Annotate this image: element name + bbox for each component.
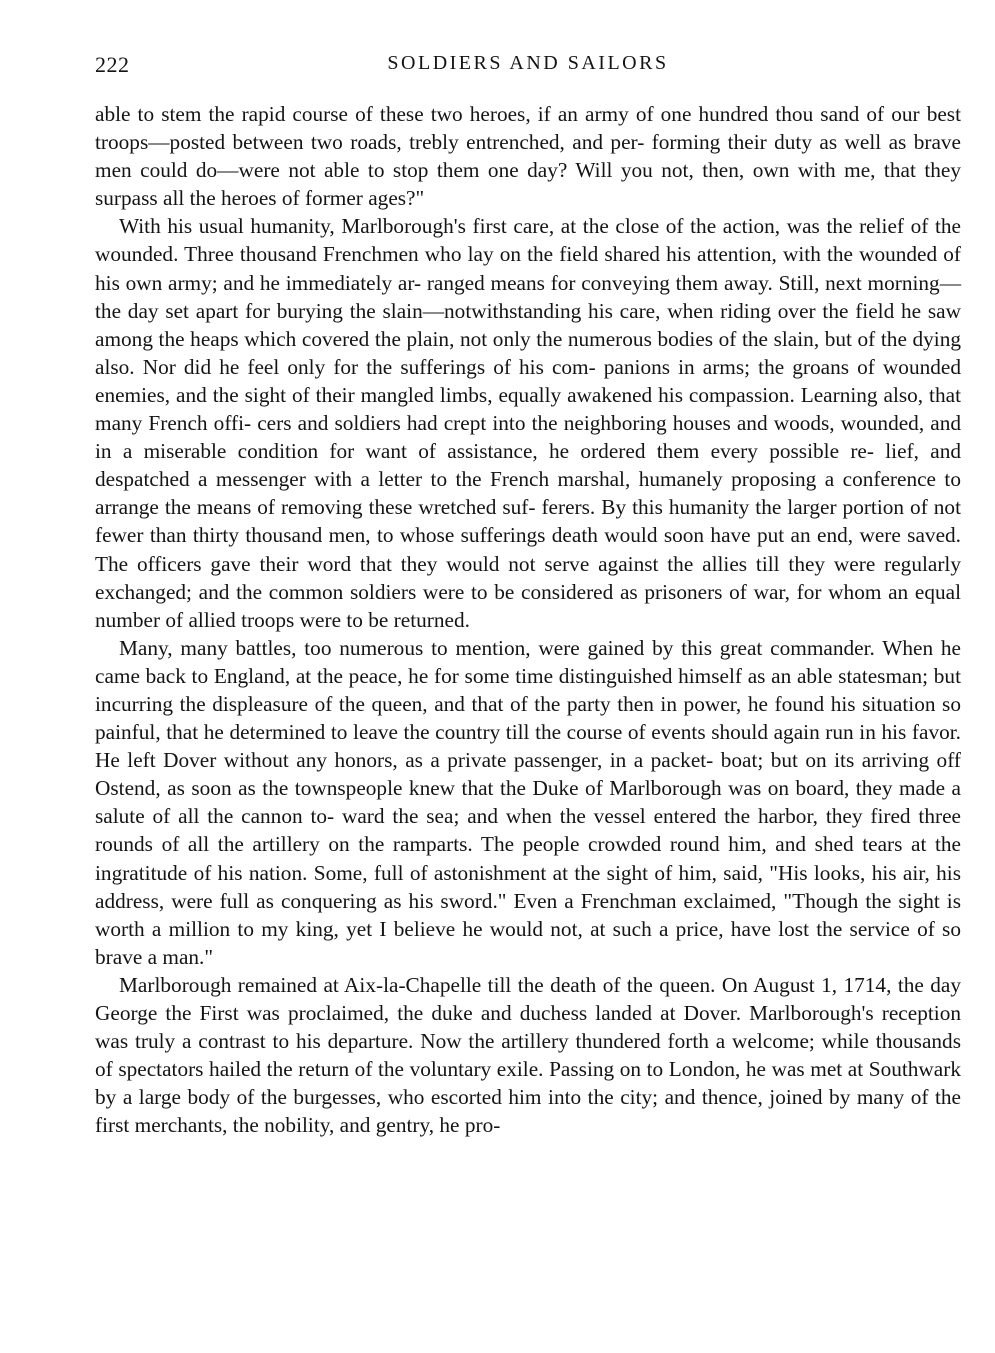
page-number: 222	[95, 52, 130, 77]
paragraph-2: With his usual humanity, Marlborough's first care, at the close of the action, was the relief of the wounded. Three thousand Frenchmen who lay on the field shared his attention, with the wounded of his own army; and he immediately ar- ranged means for conveying them away. Still, next morning—the day set apart for burying the slain—notwithstanding his care, when riding over the field he saw among the heaps which covered the plain, not only the numerous bodies of the slain, but of the dying also. Nor did he feel only for the sufferings of his com- panions in arms; the groans of wounded enemies, and the sight of their mangled limbs, equally awakened his compassion. Learning also, that many French offi- cers and soldiers had crept into the neighboring houses and woods, wounded, and in a miserable condition for want of assistance, he ordered them every possible re- lief, and despatched a messenger with a letter to the French marshal, humanely proposing a conference to arrange the means of removing these wretched suf- ferers. By this humanity the larger portion of not fewer than thirty thousand men, to whose sufferings death would soon have put an end, were saved. The officers gave their word that they would not serve against the allies till they were regularly exchanged; and the common soldiers were to be considered as prisoners of war, for whom an equal number of allied troops were to be returned.	[95, 214, 961, 632]
paragraph-4: Marlborough remained at Aix-la-Chapelle till the death of the queen. On August 1, 1714, the day George the First was proclaimed, the duke and duchess landed at Dover. Marlborough's reception was truly a contrast to his departure. Now the artillery thundered forth a welcome; while thousands of spectators hailed the return of the voluntary exile. Passing on to London, he was met at Southwark by a large body of the burgesses, who escorted him into the city; and thence, joined by many of the first merchants, the nobility, and gentry, he pro-	[95, 972, 961, 1138]
paragraph-1: able to stem the rapid course of these two heroes, if an army of one hundred thou sand of our best troops—posted between two roads, trebly entrenched, and per- forming their duty as well as brave men could do—were not able to stop them one day? Will you not, then, own with me, that they surpass all the heroes of former ages?"	[95, 102, 961, 211]
paragraph-3: Many, many battles, too numerous to mention, were gained by this great commander. When he came back to England, at the peace, he for some time distinguished himself as an able statesman; but incurring the displeasure of the queen, and that of the party then in power, he found his situation so painful, that he determined to leave the country till the course of events should again run in his favor. He left Dover without any honors, as a private passenger, in a packet- boat; but on its arriving off Ostend, as soon as the townspeople knew that the Duke of Marlborough was on board, they made a salute of all the cannon to- ward the sea; and when the vessel entered the harbor, they fired three rounds of all the artillery on the ramparts. The people crowded round him, and shed tears at the ingratitude of his nation. Some, full of astonishment at the sight of him, said, "His looks, his air, his address, were full as conquering as his sword." Even a Frenchman exclaimed, "Though the sight is worth a million to my king, yet I believe he would not, at such a price, have lost the service of so brave a man."	[95, 635, 961, 969]
body-text	[95, 100, 961, 1139]
page-header	[95, 52, 961, 82]
running-title: SOLDIERS AND SAILORS	[387, 52, 669, 74]
